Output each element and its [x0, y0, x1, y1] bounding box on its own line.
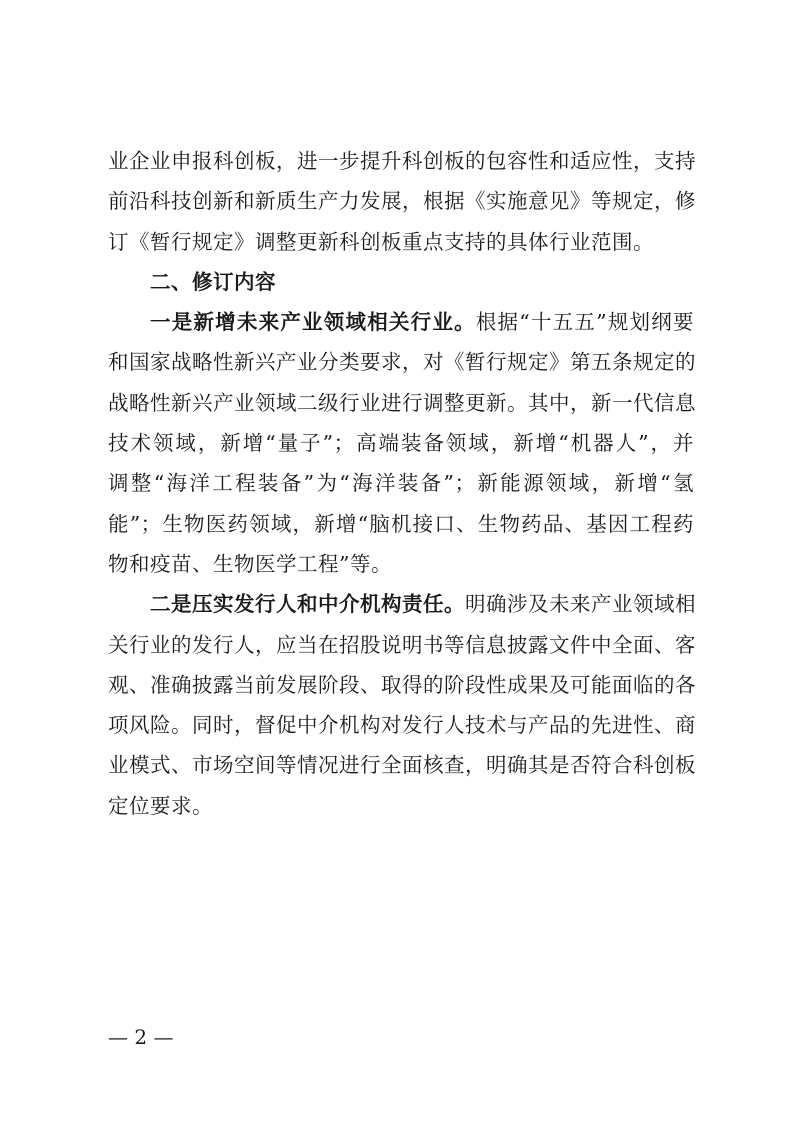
text-line: 观、准确披露当前发展阶段、取得的阶段性成果及可能面临的各: [108, 672, 696, 697]
text-line: 关行业的发行人，应当在招股说明书等信息披露文件中全面、客: [108, 632, 696, 657]
text-line: [108, 584, 694, 624]
point-two-lead: 二是压实发行人和中介机构责任。: [150, 592, 465, 617]
point-one-line1-rest: 根据“十五五”规划纲要: [475, 310, 695, 335]
text-line: 技术领域，新增“量子”；高端装备领域，新增“机器人”，并: [108, 431, 694, 456]
section-heading: 二、修订内容: [150, 269, 276, 294]
point-one-lead: 一是新增未来产业领域相关行业。: [150, 310, 476, 335]
text-line: 物和疫苗、生物医学工程”等。: [108, 551, 392, 576]
text-line: 定位要求。: [108, 793, 213, 818]
text-line: 业企业申报科创板，进一步提升科创板的包容性和适应性，支持: [108, 149, 696, 173]
text-line: 前沿科技创新和新质生产力发展，根据《实施意见》等规定，修: [108, 189, 696, 214]
paragraph-point-two: [108, 584, 694, 826]
point-two-line1-rest: 明确涉及未来产业领域相: [465, 592, 696, 617]
text-line: 订《暂行规定》调整更新科创板重点支持的具体行业范围。: [108, 229, 654, 254]
text-line: 和国家战略性新兴产业分类要求，对《暂行规定》第五条规定的: [108, 350, 696, 375]
text-line: 业模式、市场空间等情况进行全面核查，明确其是否符合科创板: [108, 753, 696, 778]
document-body: [108, 141, 694, 826]
text-line: 项风险。同时，督促中介机构对发行人技术与产品的先进性、商: [108, 713, 696, 738]
text-line: [108, 302, 694, 342]
page-number: — 2 —: [108, 1025, 174, 1049]
text-line: 能”；生物医药领域，新增“脑机接口、生物药品、基因工程药: [108, 511, 694, 536]
text-line: 调整“海洋工程装备”为“海洋装备”；新能源领域，新增“氢: [108, 471, 694, 496]
text-line: 战略性新兴产业领域二级行业进行调整更新。其中，新一代信息: [108, 390, 696, 415]
paragraph-point-one: [108, 302, 694, 584]
paragraph-intro: [108, 141, 694, 262]
